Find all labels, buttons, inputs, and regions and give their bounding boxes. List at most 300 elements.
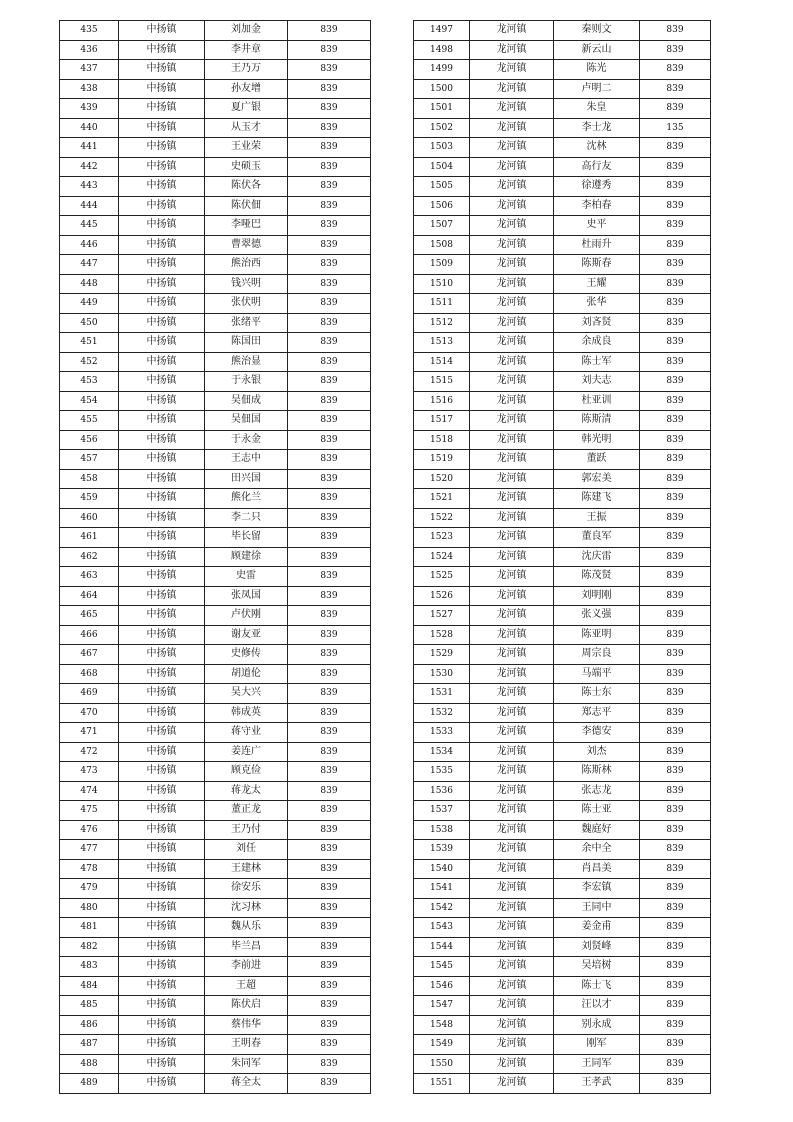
table-row (414, 684, 711, 704)
table-row (414, 450, 711, 470)
row-number-cell: 1549 (414, 1035, 470, 1055)
table-row (60, 508, 371, 528)
name-cell: 王乃付 (205, 820, 288, 840)
town-cell: 中扬镇 (119, 937, 205, 957)
name-cell: 周宗良 (554, 645, 640, 665)
row-number-cell: 1519 (414, 450, 470, 470)
name-cell: 毕长留 (205, 528, 288, 548)
name-cell: 汪以才 (554, 996, 640, 1016)
name-cell: 董良军 (554, 528, 640, 548)
amount-cell: 839 (288, 528, 371, 548)
town-cell: 中扬镇 (119, 840, 205, 860)
table-row (60, 684, 371, 704)
name-cell: 李士龙 (554, 118, 640, 138)
row-number-cell: 1544 (414, 937, 470, 957)
town-cell: 中扬镇 (119, 411, 205, 431)
town-cell: 中扬镇 (119, 40, 205, 60)
amount-cell: 839 (640, 157, 711, 177)
amount-cell: 839 (640, 177, 711, 197)
amount-cell: 839 (640, 957, 711, 977)
amount-cell: 839 (288, 508, 371, 528)
name-cell: 别永成 (554, 1015, 640, 1035)
town-cell: 龙河镇 (470, 606, 554, 626)
town-cell: 中扬镇 (119, 333, 205, 353)
town-cell: 龙河镇 (470, 157, 554, 177)
amount-cell: 839 (288, 79, 371, 99)
amount-cell: 839 (640, 1054, 711, 1074)
row-number-cell: 454 (60, 391, 119, 411)
town-cell: 龙河镇 (470, 937, 554, 957)
town-cell: 中扬镇 (119, 450, 205, 470)
town-cell: 龙河镇 (470, 528, 554, 548)
amount-cell: 839 (640, 450, 711, 470)
name-cell: 陈亚明 (554, 625, 640, 645)
name-cell: 余成良 (554, 333, 640, 353)
table-row (60, 352, 371, 372)
name-cell: 董跃 (554, 450, 640, 470)
table-row (414, 625, 711, 645)
table-row (414, 1054, 711, 1074)
town-cell: 龙河镇 (470, 820, 554, 840)
row-number-cell: 465 (60, 606, 119, 626)
amount-cell: 839 (640, 1074, 711, 1094)
amount-cell: 839 (288, 255, 371, 275)
name-cell: 陈伏佃 (205, 196, 288, 216)
town-cell: 中扬镇 (119, 1035, 205, 1055)
row-number-cell: 1512 (414, 313, 470, 333)
amount-cell: 839 (640, 625, 711, 645)
row-number-cell: 1534 (414, 742, 470, 762)
amount-cell: 839 (640, 79, 711, 99)
table-row (414, 469, 711, 489)
table-row (414, 801, 711, 821)
name-cell: 杜亚训 (554, 391, 640, 411)
town-cell: 中扬镇 (119, 918, 205, 938)
amount-cell: 839 (288, 274, 371, 294)
row-number-cell: 1501 (414, 99, 470, 119)
amount-cell: 839 (288, 996, 371, 1016)
town-cell: 龙河镇 (470, 138, 554, 158)
table-row (60, 79, 371, 99)
table-row (60, 762, 371, 782)
table-row (60, 1015, 371, 1035)
row-number-cell: 1546 (414, 976, 470, 996)
town-cell: 龙河镇 (470, 840, 554, 860)
town-cell: 中扬镇 (119, 274, 205, 294)
name-cell: 陈伏各 (205, 177, 288, 197)
name-cell: 史平 (554, 216, 640, 236)
row-number-cell: 1505 (414, 177, 470, 197)
name-cell: 胡道伦 (205, 664, 288, 684)
name-cell: 韩光明 (554, 430, 640, 450)
table-row (60, 859, 371, 879)
amount-cell: 839 (640, 742, 711, 762)
amount-cell: 839 (640, 235, 711, 255)
name-cell: 史雷 (205, 567, 288, 587)
amount-cell: 839 (288, 138, 371, 158)
name-cell: 徐遵秀 (554, 177, 640, 197)
amount-cell: 839 (288, 957, 371, 977)
table-row (414, 645, 711, 665)
row-number-cell: 447 (60, 255, 119, 275)
town-cell: 龙河镇 (470, 1015, 554, 1035)
row-number-cell: 478 (60, 859, 119, 879)
town-cell: 龙河镇 (470, 1074, 554, 1094)
town-cell: 龙河镇 (470, 79, 554, 99)
name-cell: 陈斯清 (554, 411, 640, 431)
amount-cell: 839 (640, 762, 711, 782)
table-row (60, 937, 371, 957)
name-cell: 卢明二 (554, 79, 640, 99)
amount-cell: 839 (288, 547, 371, 567)
row-number-cell: 1547 (414, 996, 470, 1016)
amount-cell: 839 (640, 411, 711, 431)
table-row (60, 1054, 371, 1074)
row-number-cell: 484 (60, 976, 119, 996)
table-row (60, 801, 371, 821)
name-cell: 刘加金 (205, 21, 288, 41)
name-cell: 沈习林 (205, 898, 288, 918)
amount-cell: 839 (640, 294, 711, 314)
row-number-cell: 1529 (414, 645, 470, 665)
row-number-cell: 435 (60, 21, 119, 41)
town-cell: 中扬镇 (119, 21, 205, 41)
town-cell: 龙河镇 (470, 372, 554, 392)
table-row (60, 333, 371, 353)
row-number-cell: 1527 (414, 606, 470, 626)
town-cell: 龙河镇 (470, 586, 554, 606)
name-cell: 田兴国 (205, 469, 288, 489)
name-cell: 徐安乐 (205, 879, 288, 899)
name-cell: 陈士东 (554, 684, 640, 704)
name-cell: 张伏明 (205, 294, 288, 314)
name-cell: 李哑巴 (205, 216, 288, 236)
name-cell: 陈士飞 (554, 976, 640, 996)
row-number-cell: 1504 (414, 157, 470, 177)
amount-cell: 839 (640, 781, 711, 801)
table-row (60, 157, 371, 177)
name-cell: 王明春 (205, 1035, 288, 1055)
amount-cell: 839 (640, 508, 711, 528)
table-row (414, 313, 711, 333)
town-cell: 龙河镇 (470, 333, 554, 353)
table-row (414, 586, 711, 606)
name-cell: 蒋守业 (205, 723, 288, 743)
amount-cell: 839 (288, 469, 371, 489)
town-cell: 中扬镇 (119, 177, 205, 197)
row-number-cell: 486 (60, 1015, 119, 1035)
amount-cell: 839 (640, 469, 711, 489)
amount-cell: 839 (288, 645, 371, 665)
amount-cell: 839 (640, 645, 711, 665)
table-row (60, 21, 371, 41)
row-number-cell: 1528 (414, 625, 470, 645)
town-cell: 龙河镇 (470, 450, 554, 470)
amount-cell: 839 (640, 40, 711, 60)
amount-cell: 839 (640, 21, 711, 41)
table-row (414, 606, 711, 626)
town-cell: 中扬镇 (119, 586, 205, 606)
name-cell: 蒋龙太 (205, 781, 288, 801)
name-cell: 于永银 (205, 372, 288, 392)
amount-cell: 839 (640, 840, 711, 860)
name-cell: 陈斯林 (554, 762, 640, 782)
town-cell: 中扬镇 (119, 99, 205, 119)
table-row (414, 528, 711, 548)
amount-cell: 839 (288, 859, 371, 879)
name-cell: 谢友亚 (205, 625, 288, 645)
table-row (414, 255, 711, 275)
row-number-cell: 466 (60, 625, 119, 645)
name-cell: 从玉才 (205, 118, 288, 138)
row-number-cell: 1545 (414, 957, 470, 977)
amount-cell: 839 (288, 177, 371, 197)
table-row (414, 99, 711, 119)
town-cell: 中扬镇 (119, 996, 205, 1016)
row-number-cell: 1511 (414, 294, 470, 314)
town-cell: 龙河镇 (470, 313, 554, 333)
name-cell: 吴佃成 (205, 391, 288, 411)
row-number-cell: 1535 (414, 762, 470, 782)
name-cell: 夏广银 (205, 99, 288, 119)
town-cell: 中扬镇 (119, 820, 205, 840)
name-cell: 高行友 (554, 157, 640, 177)
amount-cell: 839 (288, 21, 371, 41)
amount-cell: 839 (640, 372, 711, 392)
row-number-cell: 1508 (414, 235, 470, 255)
name-cell: 吴大兴 (205, 684, 288, 704)
town-cell: 中扬镇 (119, 255, 205, 275)
name-cell: 余中全 (554, 840, 640, 860)
row-number-cell: 1538 (414, 820, 470, 840)
row-number-cell: 473 (60, 762, 119, 782)
name-cell: 魏庭好 (554, 820, 640, 840)
amount-cell: 839 (288, 625, 371, 645)
town-cell: 中扬镇 (119, 801, 205, 821)
row-number-cell: 1514 (414, 352, 470, 372)
left-table (59, 20, 371, 1094)
amount-cell: 839 (288, 1035, 371, 1055)
name-cell: 王同中 (554, 898, 640, 918)
table-row (414, 879, 711, 899)
table-row (414, 430, 711, 450)
name-cell: 王乃万 (205, 60, 288, 80)
amount-cell: 135 (640, 118, 711, 138)
row-number-cell: 1497 (414, 21, 470, 41)
amount-cell: 839 (288, 918, 371, 938)
table-row (60, 177, 371, 197)
row-number-cell: 1530 (414, 664, 470, 684)
row-number-cell: 489 (60, 1074, 119, 1094)
amount-cell: 839 (288, 801, 371, 821)
town-cell: 中扬镇 (119, 859, 205, 879)
table-row (414, 859, 711, 879)
name-cell: 李前进 (205, 957, 288, 977)
name-cell: 顾建徐 (205, 547, 288, 567)
town-cell: 中扬镇 (119, 684, 205, 704)
name-cell: 韩成英 (205, 703, 288, 723)
row-number-cell: 449 (60, 294, 119, 314)
amount-cell: 839 (640, 528, 711, 548)
table-row (414, 703, 711, 723)
town-cell: 龙河镇 (470, 196, 554, 216)
town-cell: 中扬镇 (119, 216, 205, 236)
name-cell: 刘杰 (554, 742, 640, 762)
amount-cell: 839 (288, 684, 371, 704)
name-cell: 蔡伟华 (205, 1015, 288, 1035)
row-number-cell: 1540 (414, 859, 470, 879)
amount-cell: 839 (640, 274, 711, 294)
amount-cell: 839 (640, 918, 711, 938)
town-cell: 中扬镇 (119, 762, 205, 782)
table-row (60, 723, 371, 743)
row-number-cell: 462 (60, 547, 119, 567)
row-number-cell: 438 (60, 79, 119, 99)
amount-cell: 839 (640, 547, 711, 567)
row-number-cell: 1502 (414, 118, 470, 138)
name-cell: 郑志平 (554, 703, 640, 723)
amount-cell: 839 (640, 937, 711, 957)
town-cell: 中扬镇 (119, 664, 205, 684)
table-row (414, 976, 711, 996)
row-number-cell: 453 (60, 372, 119, 392)
table-row (414, 294, 711, 314)
town-cell: 龙河镇 (470, 255, 554, 275)
name-cell: 陈士军 (554, 352, 640, 372)
town-cell: 龙河镇 (470, 859, 554, 879)
row-number-cell: 1533 (414, 723, 470, 743)
table-row (414, 937, 711, 957)
name-cell: 李二只 (205, 508, 288, 528)
amount-cell: 839 (288, 40, 371, 60)
row-number-cell: 1542 (414, 898, 470, 918)
row-number-cell: 457 (60, 450, 119, 470)
town-cell: 龙河镇 (470, 684, 554, 704)
table-row (60, 976, 371, 996)
town-cell: 龙河镇 (470, 60, 554, 80)
amount-cell: 839 (288, 157, 371, 177)
row-number-cell: 459 (60, 489, 119, 509)
table-row (60, 625, 371, 645)
row-number-cell: 446 (60, 235, 119, 255)
amount-cell: 839 (640, 1015, 711, 1035)
row-number-cell: 442 (60, 157, 119, 177)
name-cell: 王建林 (205, 859, 288, 879)
row-number-cell: 451 (60, 333, 119, 353)
row-number-cell: 441 (60, 138, 119, 158)
town-cell: 龙河镇 (470, 40, 554, 60)
town-cell: 中扬镇 (119, 157, 205, 177)
name-cell: 张绪平 (205, 313, 288, 333)
name-cell: 姜金甫 (554, 918, 640, 938)
table-row (60, 391, 371, 411)
name-cell: 蒋全太 (205, 1074, 288, 1094)
row-number-cell: 460 (60, 508, 119, 528)
table-row (60, 274, 371, 294)
row-number-cell: 1531 (414, 684, 470, 704)
amount-cell: 839 (640, 820, 711, 840)
town-cell: 龙河镇 (470, 1035, 554, 1055)
amount-cell: 839 (288, 352, 371, 372)
town-cell: 龙河镇 (470, 547, 554, 567)
row-number-cell: 464 (60, 586, 119, 606)
row-number-cell: 1525 (414, 567, 470, 587)
row-number-cell: 1524 (414, 547, 470, 567)
name-cell: 刘吝贤 (554, 313, 640, 333)
name-cell: 张华 (554, 294, 640, 314)
table-row (60, 489, 371, 509)
row-number-cell: 1522 (414, 508, 470, 528)
name-cell: 顾克俭 (205, 762, 288, 782)
table-row (414, 274, 711, 294)
row-number-cell: 1539 (414, 840, 470, 860)
row-number-cell: 474 (60, 781, 119, 801)
town-cell: 中扬镇 (119, 645, 205, 665)
table-row (60, 255, 371, 275)
table-row (60, 118, 371, 138)
name-cell: 王志中 (205, 450, 288, 470)
amount-cell: 839 (640, 489, 711, 509)
row-number-cell: 1513 (414, 333, 470, 353)
amount-cell: 839 (640, 703, 711, 723)
town-cell: 中扬镇 (119, 235, 205, 255)
town-cell: 中扬镇 (119, 703, 205, 723)
town-cell: 龙河镇 (470, 99, 554, 119)
amount-cell: 839 (288, 898, 371, 918)
name-cell: 刘夫志 (554, 372, 640, 392)
name-cell: 张凤国 (205, 586, 288, 606)
row-number-cell: 1543 (414, 918, 470, 938)
amount-cell: 839 (640, 859, 711, 879)
table-row (414, 411, 711, 431)
amount-cell: 839 (640, 567, 711, 587)
table-row (60, 411, 371, 431)
town-cell: 中扬镇 (119, 1054, 205, 1074)
row-number-cell: 1536 (414, 781, 470, 801)
right-table-body (414, 21, 711, 1094)
town-cell: 中扬镇 (119, 723, 205, 743)
row-number-cell: 1521 (414, 489, 470, 509)
table-row (414, 820, 711, 840)
amount-cell: 839 (288, 372, 371, 392)
row-number-cell: 463 (60, 567, 119, 587)
amount-cell: 839 (640, 313, 711, 333)
name-cell: 李德安 (554, 723, 640, 743)
table-row (414, 235, 711, 255)
table-row (60, 372, 371, 392)
town-cell: 中扬镇 (119, 976, 205, 996)
amount-cell: 839 (640, 996, 711, 1016)
town-cell: 中扬镇 (119, 196, 205, 216)
town-cell: 中扬镇 (119, 391, 205, 411)
row-number-cell: 472 (60, 742, 119, 762)
amount-cell: 839 (640, 898, 711, 918)
row-number-cell: 450 (60, 313, 119, 333)
name-cell: 刚军 (554, 1035, 640, 1055)
town-cell: 中扬镇 (119, 138, 205, 158)
table-row (60, 996, 371, 1016)
amount-cell: 839 (288, 235, 371, 255)
name-cell: 新云山 (554, 40, 640, 60)
town-cell: 中扬镇 (119, 606, 205, 626)
town-cell: 中扬镇 (119, 118, 205, 138)
row-number-cell: 1506 (414, 196, 470, 216)
table-row (414, 118, 711, 138)
name-cell: 陈斯春 (554, 255, 640, 275)
table-row (60, 216, 371, 236)
row-number-cell: 444 (60, 196, 119, 216)
table-row (60, 40, 371, 60)
